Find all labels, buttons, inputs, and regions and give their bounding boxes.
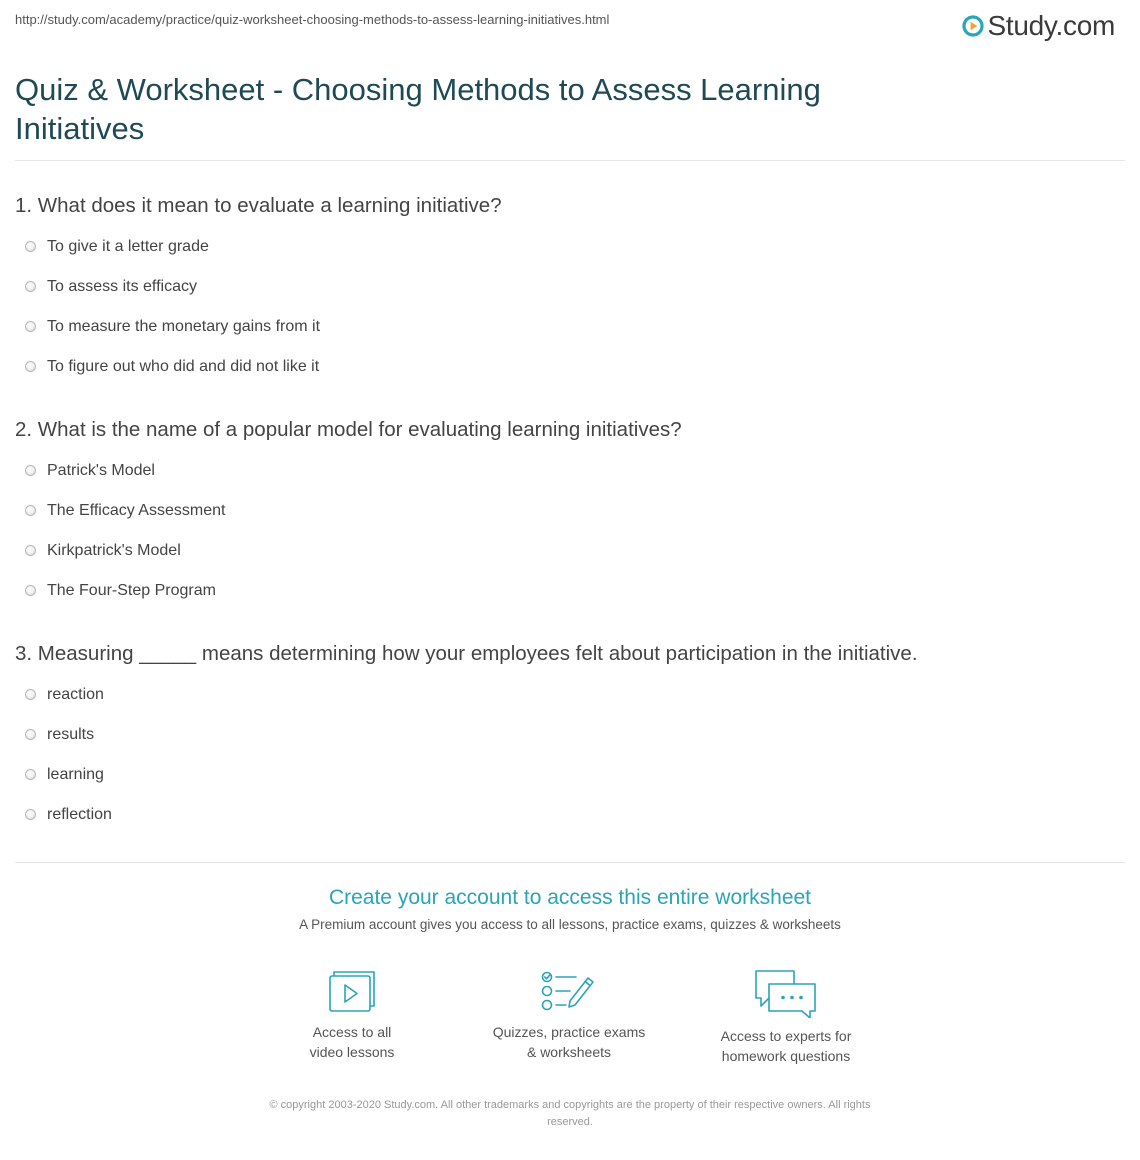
play-circle-icon — [962, 15, 984, 37]
question-text: 2. What is the name of a popular model for evaluating learning initiatives? — [15, 418, 682, 441]
question-3 — [15, 641, 1115, 835]
answer-option[interactable] — [15, 267, 1115, 307]
radio-button[interactable] — [25, 545, 36, 556]
radio-button[interactable] — [25, 769, 36, 780]
option-label: results — [47, 726, 95, 743]
answer-option[interactable] — [15, 451, 1115, 491]
radio-button[interactable] — [25, 321, 36, 332]
feature-label-line: Access to all — [312, 1024, 392, 1040]
radio-button[interactable] — [25, 585, 36, 596]
option-label: learning — [47, 766, 104, 783]
answer-option[interactable] — [15, 715, 1115, 755]
question-2 — [15, 417, 1115, 611]
feature-label-line: homework questions — [721, 1048, 851, 1064]
question-text: 3. Measuring _____ means determining how your employees felt about participation in the initiative. — [15, 642, 918, 665]
option-label: reaction — [47, 686, 104, 703]
feature-label-line: & worksheets — [526, 1044, 612, 1060]
answer-option[interactable] — [15, 347, 1115, 387]
answer-option[interactable] — [15, 491, 1115, 531]
answer-options — [15, 227, 1115, 387]
question-text: 1. What does it mean to evaluate a learning initiative? — [15, 194, 502, 217]
logo-text: Study.com — [987, 10, 1115, 41]
answer-option[interactable] — [15, 307, 1115, 347]
option-label: The Four-Step Program — [47, 582, 216, 599]
option-label: The Efficacy Assessment — [47, 502, 226, 519]
answer-option[interactable] — [15, 571, 1115, 611]
option-label: Kirkpatrick's Model — [47, 542, 181, 559]
radio-button[interactable] — [25, 465, 36, 476]
quiz-checklist-icon — [540, 968, 598, 1014]
radio-button[interactable] — [25, 689, 36, 700]
question-1 — [15, 193, 1115, 387]
radio-button[interactable] — [25, 809, 36, 820]
copyright-notice — [210, 1097, 930, 1131]
answer-options — [15, 451, 1115, 611]
answer-option[interactable] — [15, 795, 1115, 835]
top-bar — [15, 11, 1125, 43]
cta-subtitle: A Premium account gives you access to all lessons, practice exams, quizzes & worksheets — [299, 917, 841, 932]
option-label: To give it a letter grade — [47, 238, 209, 255]
answer-option[interactable] — [15, 227, 1115, 267]
page-url: http://study.com/academy/practice/quiz-worksheet-choosing-methods-to-assess-learning-initiatives.html — [15, 12, 610, 27]
radio-button[interactable] — [25, 281, 36, 292]
option-label: To assess its efficacy — [47, 278, 197, 295]
video-lessons-icon — [326, 968, 378, 1014]
answer-option[interactable] — [15, 675, 1115, 715]
answer-option[interactable] — [15, 531, 1115, 571]
answer-options — [15, 675, 1115, 835]
cta-heading[interactable]: Create your account to access this entire worksheet — [328, 886, 812, 909]
chat-bubbles-icon — [753, 968, 819, 1018]
radio-button[interactable] — [25, 729, 36, 740]
feature-label-line: Access to experts for — [720, 1028, 852, 1044]
feature-experts — [696, 968, 876, 1066]
answer-option[interactable] — [15, 755, 1115, 795]
radio-button[interactable] — [25, 241, 36, 252]
option-label: To measure the monetary gains from it — [47, 318, 321, 335]
feature-label-line: video lessons — [309, 1044, 395, 1060]
feature-quizzes — [479, 968, 659, 1062]
feature-video-lessons — [262, 968, 442, 1062]
option-label: Patrick's Model — [47, 462, 155, 479]
feature-label-line: Quizzes, practice exams — [492, 1024, 646, 1040]
page-title: Quiz & Worksheet - Choosing Methods to Assess Learning Initiatives — [15, 72, 821, 146]
option-label: To figure out who did and did not like it — [47, 358, 320, 375]
section-divider — [15, 862, 1125, 863]
copyright-line: reserved. — [547, 1116, 593, 1128]
study-logo[interactable] — [962, 11, 1116, 41]
copyright-line: © copyright 2003-2020 Study.com. All other trademarks and copyrights are the property of their respective owners. All rights — [269, 1099, 871, 1111]
title-divider — [15, 160, 1125, 161]
radio-button[interactable] — [25, 505, 36, 516]
option-label: reflection — [47, 806, 112, 823]
radio-button[interactable] — [25, 361, 36, 372]
